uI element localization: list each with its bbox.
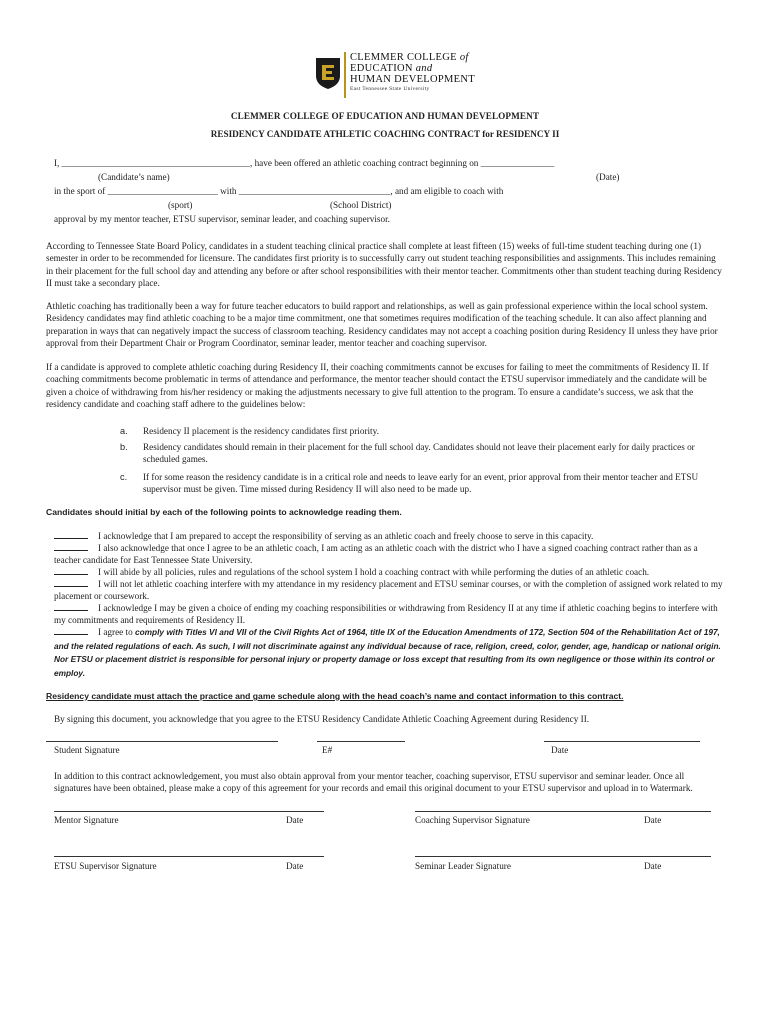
coaching-signature-label: Coaching Supervisor Signature <box>415 815 530 825</box>
student-date-line[interactable] <box>544 741 700 742</box>
intro-line-1[interactable]: I, _________________________________________, have been offered an athletic coaching contract beginning on ________________ <box>54 158 555 168</box>
ack-item <box>54 530 724 542</box>
initial-blank[interactable] <box>54 602 88 611</box>
guideline-text: Residency II placement is the residency candidates first priority. <box>143 426 379 436</box>
initial-heading: Candidates should initial by each of the following points to acknowledge reading them. <box>46 507 402 517</box>
guideline-letter: a. <box>120 426 128 436</box>
e-number-label: E# <box>322 745 333 755</box>
ack-item <box>54 542 724 566</box>
student-signature-label: Student Signature <box>54 745 120 755</box>
seminar-signature-label: Seminar Leader Signature <box>415 861 511 871</box>
signing-statement: By signing this document, you acknowledge that you agree to the ETSU Residency Candidate Athletic Coaching Agreement during Residency II. <box>54 714 590 724</box>
e-number-line[interactable] <box>317 741 405 742</box>
logo-line-3: HUMAN DEVELOPMENT <box>350 74 475 85</box>
sport-label: (sport) <box>168 200 193 210</box>
candidate-name-label: (Candidate’s name) <box>98 172 170 182</box>
initial-blank[interactable] <box>54 578 88 587</box>
ack-text: I will not let athletic coaching interfere with my attendance in my residency placement and ETSU seminar courses, or with the completion of assigned work related to my placement or coursework. <box>54 579 723 601</box>
initial-blank[interactable] <box>54 566 88 575</box>
ack-item-civil-rights <box>54 626 724 680</box>
college-logo <box>314 52 474 104</box>
ack-item <box>54 578 724 602</box>
logo-line-2-and: and <box>415 63 433 74</box>
guideline-letter: c. <box>120 472 128 482</box>
ack-prefix: I agree to <box>98 627 133 637</box>
logo-line-2: EDUCATION <box>350 63 413 74</box>
ack-text: I will abide by all policies, rules and regulations of the school system I hold a coaching contract with while performing the duties of an athletic coach. <box>98 567 650 577</box>
mentor-signature-label: Mentor Signature <box>54 815 119 825</box>
ack-item <box>54 566 724 578</box>
guideline-text: Residency candidates should remain in their placement for the full school day. Candidates should not leave their placement early for daily practices or scheduled games. <box>143 442 695 465</box>
mentor-signature-line[interactable] <box>54 811 324 812</box>
etsu-signature-line[interactable] <box>54 856 324 857</box>
logo-divider <box>344 52 346 98</box>
intro-line-3: approval by my mentor teacher, ETSU supervisor, seminar leader, and coaching supervisor. <box>54 214 390 224</box>
coaching-date-label: Date <box>644 815 662 825</box>
school-district-label: (School District) <box>330 200 392 210</box>
policy-paragraph: According to Tennessee State Board Policy, candidates in a student teaching clinical practice shall complete at least fifteen (15) weeks of full-time student teaching during one (1) semester in order to be recommended for licensure. The candidates first priority is to successfully carry out student teaching responsibilities and assignments. This includes remaining in their placement for the full school day and attending any before or after school responsibilities with their mentor teacher. Commitments other than student teaching during Residency II must take a secondary place. <box>46 241 722 288</box>
date-label: (Date) <box>596 172 620 182</box>
guideline-letter: b. <box>120 442 128 452</box>
initial-blank[interactable] <box>54 626 88 635</box>
logo-line-1-of: of <box>459 52 469 63</box>
ack-text: I also acknowledge that once I agree to be an athletic coach, I am acting as an athletic coach with the district who I have a signed coaching contract rather than as a teacher candidate for East Tennessee State University. <box>54 543 698 565</box>
seminar-signature-line[interactable] <box>415 856 711 857</box>
etsu-date-label: Date <box>286 861 304 871</box>
ack-text: I acknowledge I may be given a choice of ending my coaching responsibilities or withdrawing from Residency II at any time if athletic coaching begins to interfere with my commitments and requirements of Residency II. <box>54 603 718 625</box>
initial-blank[interactable] <box>54 542 88 551</box>
seminar-date-label: Date <box>644 861 662 871</box>
ack-item <box>54 602 724 626</box>
etsu-signature-label: ETSU Supervisor Signature <box>54 861 157 871</box>
logo-line-1: CLEMMER COLLEGE <box>350 52 457 63</box>
guideline-text: If for some reason the residency candidate is in a critical role and needs to leave early for an event, prior approval from their mentor teacher and ETSU supervisor must be given. Time missed during Residency II will also need to be made up. <box>143 472 699 495</box>
contract-title: RESIDENCY CANDIDATE ATHLETIC COACHING CONTRACT for RESIDENCY II <box>210 129 560 139</box>
student-signature-line[interactable] <box>46 741 278 742</box>
ack-text: I acknowledge that I am prepared to accept the responsibility of serving as an athletic coach and freely choose to serve in this capacity. <box>98 531 594 541</box>
mentor-date-label: Date <box>286 815 304 825</box>
etsu-shield-icon <box>314 56 342 90</box>
initial-blank[interactable] <box>54 530 88 539</box>
approval-instructions: In addition to this contract acknowledgement, you must also obtain approval from your mentor teacher, coaching supervisor, ETSU supervisor and seminar leader. Once all signatures have been obtained, please make a copy of this agreement for your records and email this original document to your ETSU supervisor and upload in to Watermark. <box>54 771 693 794</box>
college-heading: CLEMMER COLLEGE OF EDUCATION AND HUMAN DEVELOPMENT <box>230 111 540 121</box>
coaching-signature-line[interactable] <box>415 811 711 812</box>
attach-notice: Residency candidate must attach the practice and game schedule along with the head coach’s name and contact information to this contract. <box>46 691 624 701</box>
intro-line-2[interactable]: in the sport of ________________________ with _________________________________, and am eligible to coach with <box>54 186 504 196</box>
civil-rights-statement: comply with Titles VI and VII of the Civil Rights Act of 1964, title IX of the Education Amendments of 172, Section 504 of the Rehabilitation Act of 197, and the related regulations of each. As such, I will not discriminate against any individual because of race, religion, creed, color, gender, age, handicap or national origin. Nor ETSU or placement district is responsible for personal injury or property damage or loss except that resulting from its own negligence or those within its control or employ. <box>54 627 721 678</box>
student-date-label: Date <box>551 745 569 755</box>
logo-line-4: East Tennessee State University <box>350 86 430 92</box>
coaching-paragraph: Athletic coaching has traditionally been a way for future teacher educators to build rapport and relationships, as well as gain professional experience within the local school system. Residency candidates may find athletic coaching to be a major time commitment, one that sometimes requires modification of the teaching schedule. It can also affect planning and preparation in ways that can negatively impact the success of classroom teaching. Residency candidates may not accept a coaching position during Residency II unless they have prior approval from their Department Chair or Program Coordinator, seminar leader, mentor teacher and coaching supervisor. <box>46 301 718 348</box>
logo-text <box>350 52 474 94</box>
approval-paragraph: If a candidate is approved to complete athletic coaching during Residency II, their coaching commitments cannot be excuses for failing to meet the commitments of Residency II. If coaching commitments become problematic in terms of attendance and performance, the mentor teacher should contact the ETSU supervisor immediately and the candidate will be given a choice of withdrawing from his/her residency or making the adjustments necessary to give full attention to the program. To ensure a candidate’s success, we ask that the residency candidate and coaching staff adhere to the guidelines below: <box>46 362 709 409</box>
